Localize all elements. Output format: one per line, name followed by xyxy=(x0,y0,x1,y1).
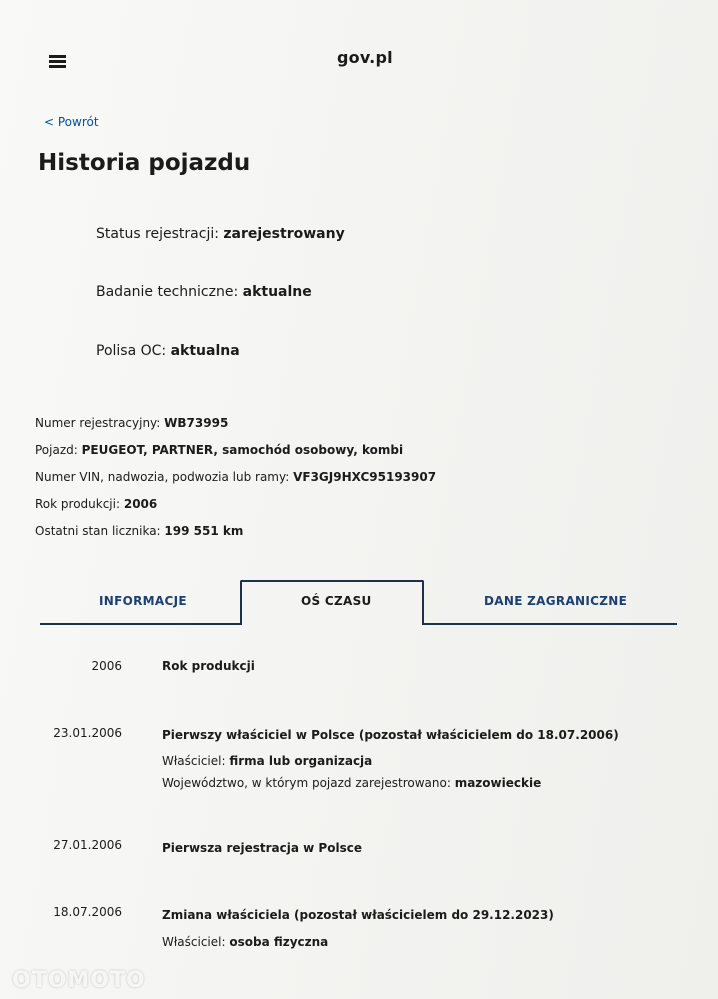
detail-value: 2006 xyxy=(123,497,158,511)
tab-baseline-right xyxy=(422,623,677,625)
timeline-title: Zmiana właściciela (pozostał właścicielem do 29.12.2023) xyxy=(162,908,554,922)
back-link[interactable]: < Powrót xyxy=(44,115,99,129)
page-title: Historia pojazdu xyxy=(38,150,251,176)
detail-registration-number xyxy=(35,416,228,430)
detail-vin xyxy=(35,470,436,484)
timeline-detail-value: firma lub organizacja xyxy=(229,754,373,768)
detail-value: WB73995 xyxy=(164,416,229,430)
status-label: Polisa OC: xyxy=(96,343,167,359)
timeline-date: 23.01.2006 xyxy=(53,726,122,740)
detail-label: Rok produkcji: xyxy=(35,497,121,511)
status-value: aktualne xyxy=(242,284,312,300)
status-value: aktualna xyxy=(170,343,240,359)
timeline-date: 18.07.2006 xyxy=(53,905,122,919)
detail-label: Pojazd: xyxy=(35,443,78,457)
tab-informacje[interactable]: INFORMACJE xyxy=(99,594,187,608)
detail-value: 199 551 km xyxy=(164,524,244,538)
status-value: zarejestrowany xyxy=(223,226,345,242)
timeline-title: Pierwszy właściciel w Polsce (pozostał właścicielem do 18.07.2006) xyxy=(162,728,619,742)
detail-label: Ostatni stan licznika: xyxy=(35,524,161,538)
otomoto-watermark: OTOMOTO xyxy=(12,968,146,993)
status-registration xyxy=(96,226,345,242)
timeline-detail-value: mazowieckie xyxy=(454,776,542,790)
timeline-detail-owner xyxy=(162,754,372,768)
header-bar xyxy=(0,40,718,80)
tab-os-czasu[interactable]: OŚ CZASU xyxy=(301,594,372,608)
status-label: Status rejestracji: xyxy=(96,226,219,242)
tab-baseline-left xyxy=(40,623,240,625)
detail-value: VF3GJ9HXC95193907 xyxy=(293,470,437,484)
timeline-title: Pierwsza rejestracja w Polsce xyxy=(162,841,362,855)
status-insurance xyxy=(96,343,240,359)
hamburger-menu-icon[interactable] xyxy=(49,55,66,68)
detail-odometer xyxy=(35,524,243,538)
gov-logo[interactable]: gov.pl xyxy=(337,48,393,67)
status-technical-inspection xyxy=(96,284,312,300)
timeline-title: Rok produkcji xyxy=(162,659,255,673)
detail-label: Numer rejestracyjny: xyxy=(35,416,161,430)
timeline-detail-label: Właściciel: xyxy=(162,935,226,949)
tab-bar xyxy=(0,578,718,628)
timeline-detail-owner xyxy=(162,935,328,949)
detail-value: PEUGEOT, PARTNER, samochód osobowy, kombi xyxy=(81,443,404,457)
timeline-detail-value: osoba fizyczna xyxy=(229,935,329,949)
timeline-date: 2006 xyxy=(91,659,122,673)
timeline-detail-voivodeship xyxy=(162,776,541,790)
status-label: Badanie techniczne: xyxy=(96,284,239,300)
timeline-detail-label: Województwo, w którym pojazd zarejestrowano: xyxy=(162,776,451,790)
tab-dane-zagraniczne[interactable]: DANE ZAGRANICZNE xyxy=(484,594,628,608)
timeline-date: 27.01.2006 xyxy=(53,838,122,852)
detail-label: Numer VIN, nadwozia, podwozia lub ramy: xyxy=(35,470,290,484)
timeline-detail-label: Właściciel: xyxy=(162,754,226,768)
detail-vehicle xyxy=(35,443,403,457)
detail-production-year xyxy=(35,497,157,511)
